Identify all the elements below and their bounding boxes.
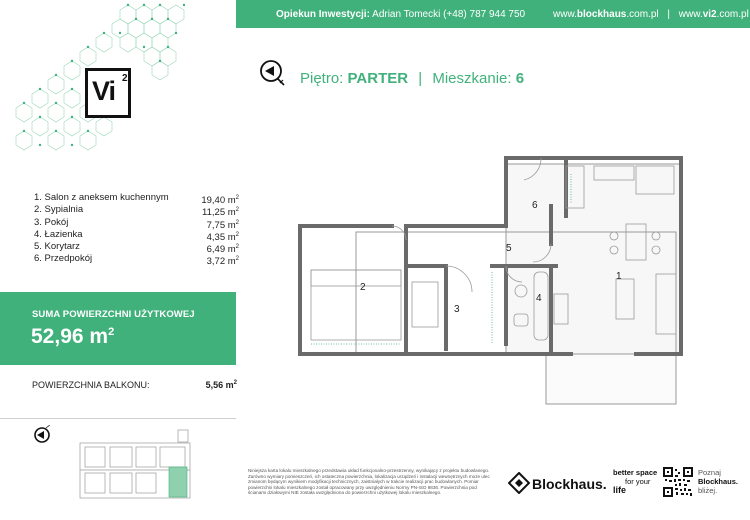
site-plan-thumbnail	[30, 425, 195, 505]
room-area: 3,72 $m^2$	[206, 256, 239, 268]
plan-label-2: 2	[360, 282, 366, 293]
room-name: 5. Korytarz	[34, 241, 80, 253]
links-separator: |	[667, 9, 670, 20]
room-area: 11,25 $m^2$	[202, 207, 239, 219]
brand-name: Blockhaus.	[532, 476, 607, 492]
room-list	[34, 192, 239, 266]
room-row	[34, 217, 239, 229]
room-name: 4. Łazienka	[34, 228, 83, 240]
room-name: 2. Sypialnia	[34, 204, 84, 216]
floor-plan	[296, 154, 686, 412]
floor-value: PARTER	[347, 70, 409, 87]
total-area-label: SUMA POWIERZCHNI UŻYTKOWEJ	[32, 309, 195, 320]
header-separator: |	[418, 70, 423, 87]
room-name: 3. Pokój	[34, 216, 69, 228]
room-area: 6,49 $m^2$	[206, 244, 239, 256]
room-area: 4,35 $m^2$	[206, 231, 239, 244]
plan-label-3: 3	[454, 304, 460, 315]
plan-label-6: 6	[532, 200, 538, 211]
contact-label: Opiekun Inwestycji:	[276, 9, 370, 20]
blockhaus-logo	[506, 469, 606, 499]
balcony-value: 5,56 $m^2$	[205, 380, 237, 390]
room-area: 19,40 $m^2$	[201, 195, 239, 207]
floor-label: Piętro:	[300, 70, 344, 87]
vi2-logo	[85, 68, 131, 118]
contact-details: Adrian Tomecki (+48) 787 944 750	[369, 9, 526, 20]
room-row	[34, 204, 239, 219]
blockhaus-logo-icon	[508, 472, 530, 494]
room-name: 1. Salon z aneksem kuchennym	[34, 192, 169, 203]
divider	[0, 418, 236, 419]
apartment-value: 6	[515, 70, 525, 87]
balcony-area	[32, 380, 237, 390]
blockhaus-website-link[interactable]: www.blockhaus.com.pl	[553, 9, 659, 20]
brand-tagline: better space for your life	[613, 468, 658, 495]
room-row	[34, 228, 239, 244]
room-row	[34, 241, 239, 256]
plan-label-5: 5	[506, 243, 512, 254]
room-row	[34, 192, 239, 207]
vi2-website-link[interactable]: www.vi2.com.pl	[678, 9, 749, 20]
room-row	[34, 253, 239, 268]
qr-code-icon[interactable]	[663, 467, 693, 497]
plan-label-4: 4	[536, 293, 542, 304]
website-links	[553, 9, 749, 20]
logo-text: Vi	[92, 76, 116, 106]
total-area-value: 52,96 $m^2$	[31, 325, 115, 348]
room-name: 6. Przedpokój	[34, 253, 93, 265]
compass-icon	[258, 58, 288, 88]
logo-superscript: 2	[122, 73, 128, 84]
plan-label-1: 1	[616, 271, 622, 282]
apartment-label: Mieszkanie:	[432, 70, 512, 87]
floor-apartment-header	[300, 70, 524, 87]
total-area-box	[0, 292, 236, 365]
room-area: 7,75 $m^2$	[206, 219, 239, 231]
investment-contact	[276, 9, 525, 20]
legal-disclaimer: Niniejsza karta lokalu mieszkalnego przedstawia układ funkcjonalno-przestrzenny, wynikający z projektu budowlanego. Zarówno wymiary pomieszczeń, ich ostateczna powierzchnia, lokalizacja urządzeń i instalacji wewnętrznych może ulec zmianom będącym wynikiem modyfikacji technicznych, zaistniałych w trakcie realizacji prac budowlanych. Pomiar powierzchni lokalu mieszkalnego został opracowany przy uwzględnieniu Normy PN-ISO 9836. Powierzchnia pod ścianami działowymi NIE została uwzględniona do powierzchni użytkowej lokalu mieszkalnego.	[248, 468, 490, 496]
qr-caption: Poznaj Blockhaus. bliżej.	[698, 468, 739, 495]
balcony-label: POWIERZCHNIA BALKONU:	[32, 380, 150, 390]
top-contact-bar	[236, 0, 750, 28]
